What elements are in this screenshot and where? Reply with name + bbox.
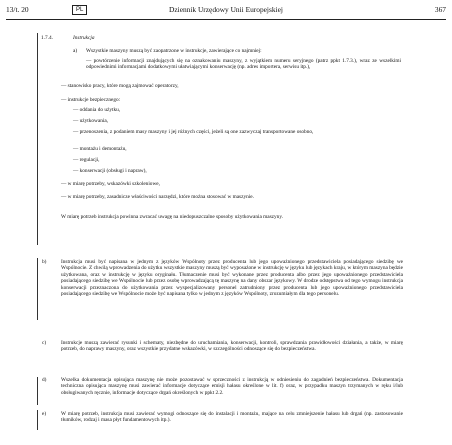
- issue-number: 13/t. 20: [6, 5, 29, 14]
- item-c-label: c): [42, 340, 47, 346]
- journal-title: Dziennik Urzędowy Unii Europejskiej: [169, 5, 283, 14]
- item-a-text: Wszystkie maszyny muszą być zaopatrzone w instrukcje, zawierające co najmniej:: [86, 48, 262, 54]
- item-e-label: e): [42, 411, 47, 417]
- misuse-note: W miarę potrzeb instrukcja powinna zwracać uwagę na niedopuszczalne sposoby użytkowania maszyny.: [61, 214, 283, 220]
- page-number: 367: [434, 5, 446, 14]
- section-number: 1.7.4.: [41, 35, 53, 41]
- list-item-repeat-info: — powtórzenie informacji znajdujących się na oznakowaniu maszyny, z wyjątkiem numeru seryjnego (patrz ppkt 1.7.3.), wraz ze wszelkimi odpowiednimi informacjami dodatkowymi ułatwiającymi konserwację (np. adres importera, serwisu itp.),: [86, 58, 401, 71]
- margin-bar-e: [37, 410, 38, 430]
- margin-bar-174: [37, 33, 38, 245]
- item-b-text: Instrukcja musi być napisana w jednym z języków Wspólnoty przez producenta lub jego upoważnionego przedstawiciela posiadającego siedzibę we Wspólnocie. Z chwilą wprowadzenia do użytku wszystkie maszyny muszą być wyposażone w instrukcję w języku lub językach kraju, w którym maszyna będzie użytkowana, oraz w instrukcję w języku oryginału. Tłumaczenie musi być wykonane przez producenta albo przez jego upoważnionego przedstawiciela posiadającego siedzibę we Wspólnocie lub przez osobę wprowadzającą tę maszynę na dany obszar językowy. W drodze odstępstwa od tego wymogu instrukcja konserwacji przeznaczona do użytkowania przez wyspecjalizowany personel zatrudniony przez producenta lub jego upoważnionego przedstawiciela posiadającego siedzibę we Wspólnocie może być napisana tylko w jednym z języków Wspólnoty, zrozumiałym dla tego personelu.: [61, 259, 403, 298]
- language-badge: PL: [72, 5, 87, 15]
- sub-item-assembly: — montażu i demontażu,: [73, 146, 127, 152]
- item-b-label: b): [42, 259, 47, 265]
- page-header: [6, 5, 446, 17]
- list-item-tools: — w miarę potrzeby, zasadnicze właściwości narzędzi, które można stosować w maszynie.: [61, 194, 254, 200]
- sub-item-use: — użytkowania,: [73, 118, 109, 124]
- item-d-text: Wszelka dokumentacja opisująca maszynę nie może pozostawać w sprzeczności z instrukcją w odniesieniu do zagadnień bezpieczeństwa. Dokumentacja techniczna opisująca maszynę musi zawierać informacje dotyczące emisji hałasu określone w lit. f) oraz, w przypadku maszyn trzymanych w ręku i/lub obsługiwanych ręcznie, informacje dotyczące drgań określonych w ppkt 2.2.: [61, 377, 403, 396]
- sub-item-commissioning: — oddania do użytku,: [73, 107, 121, 113]
- margin-bar-d: [37, 377, 38, 405]
- sub-item-adjustment: — regulacji,: [73, 157, 100, 163]
- header-rule: [6, 19, 446, 20]
- item-d-label: d): [42, 377, 47, 383]
- list-item-training: — w miarę potrzeby, wskazówki szkoleniowe,: [61, 181, 160, 187]
- list-item-workstation: — stanowisko pracy, które mogą zajmować operatorzy,: [61, 83, 179, 89]
- list-item-safe-instructions: — instrukcje bezpiecznego:: [61, 97, 121, 103]
- item-c-text: Instrukcje muszą zawierać rysunki i schematy, niezbędne do uruchamiania, konserwacji, kontroli, sprawdzania prawidłowości działania, a także, w miarę potrzeb, do naprawy maszyny, oraz wszystkie przydatne wskazówki, w szczególności odnoszące się do bezpieczeństwa.: [61, 340, 403, 353]
- margin-bar-b: [37, 258, 38, 320]
- section-title: Instrukcja: [73, 35, 95, 41]
- sub-item-maintenance: — konserwacji (obsługi i napraw),: [73, 168, 147, 174]
- item-a-label: a): [73, 48, 78, 54]
- item-e-text: W miarę potrzeb, instrukcja musi zawierać wymogi odnoszące się do instalacji i montażu, mające na celu zmniejszenie hałasu lub drgań (np. zastosowanie tłumików, rodzaj i masa płyt fundamentowych itp.).: [61, 411, 403, 424]
- sub-item-handling: — przenoszenia, z podaniem masy maszyny i jej różnych części, jeżeli są one zazwyczaj transportowane osobno,: [73, 129, 314, 135]
